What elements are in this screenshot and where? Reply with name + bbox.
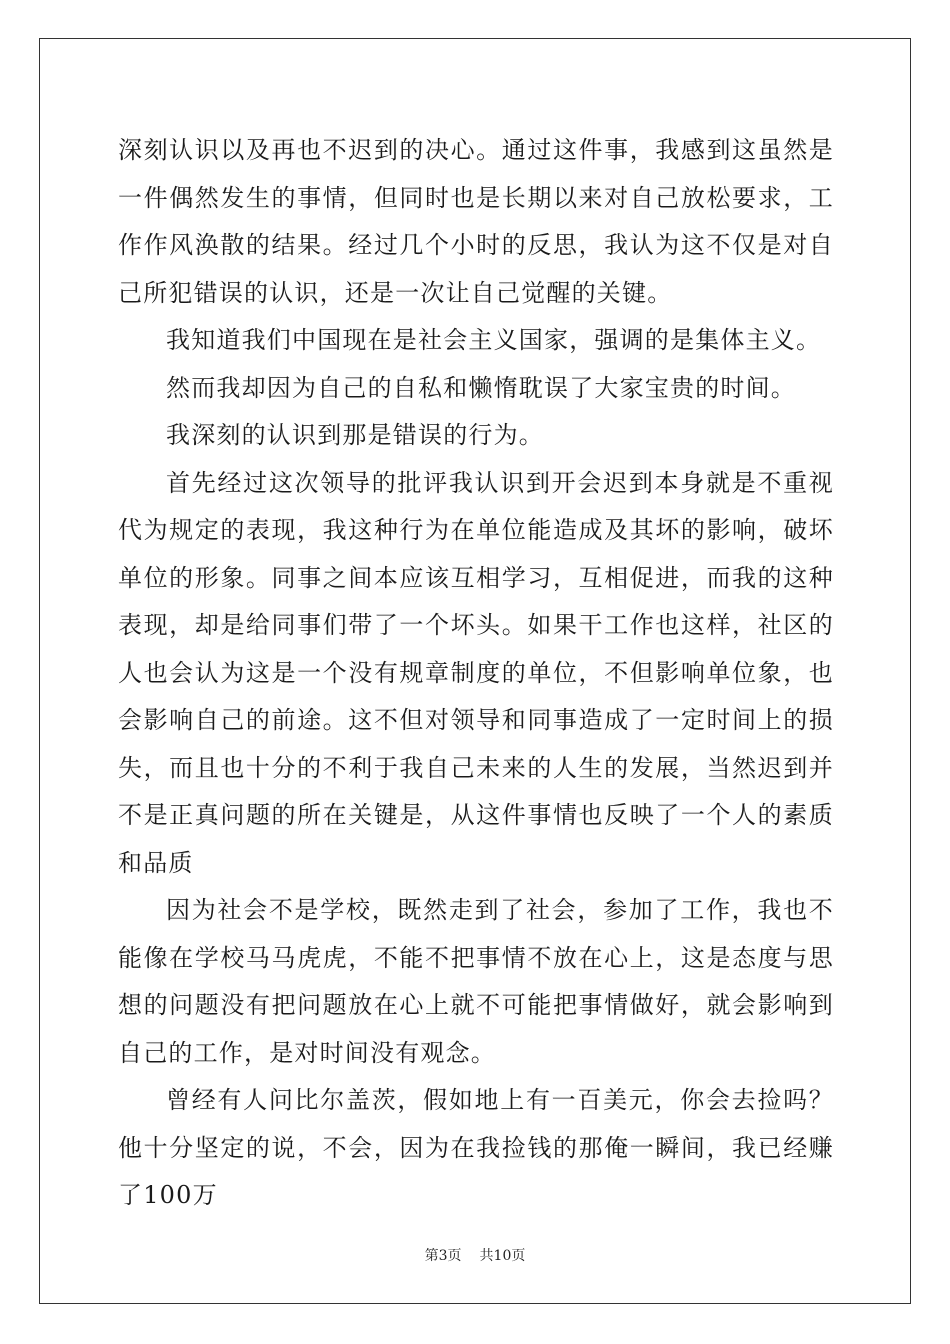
current-page-label: 第3页 [424, 1248, 462, 1264]
page-footer [0, 1245, 950, 1265]
paragraph-7: 曾经有人问比尔盖茨，假如地上有一百美元，你会去捡吗？他十分坚定的说，不会，因为在我捡钱的那俺一瞬间，我已经赚了100万 [118, 1086, 834, 1209]
document-body [118, 127, 834, 1220]
paragraph-4: 我深刻的认识到那是错误的行为。 [166, 421, 544, 449]
paragraph-2: 我知道我们中国现在是社会主义国家，强调的是集体主义。 [166, 326, 822, 354]
paragraph-5: 首先经过这次领导的批评我认识到开会迟到本身就是不重视代为规定的表现，我这种行为在单位能造成及其坏的影响，破坏单位的形象。同事之间本应该互相学习，互相促进，而我的这种表现，却是给同事们带了一个坏头。如果干工作也这样，社区的人也会认为这是一个没有规章制度的单位，不但影响单位象，也会影响自己的前途。这不但对领导和同事造成了一定时间上的损失，而且也十分的不利于我自己未来的人生的发展，当然迟到并不是正真问题的所在关键是，从这件事情也反映了一个人的素质和品质 [118, 468, 834, 877]
paragraph-6: 因为社会不是学校，既然走到了社会，参加了工作，我也不能像在学校马马虎虎，不能不把事情不放在心上，这是态度与思想的问题没有把问题放在心上就不可能把事情做好，就会影响到自己的工作，是对时间没有观念。 [118, 896, 834, 1067]
total-pages-label: 共10页 [479, 1248, 526, 1264]
paragraph-3: 然而我却因为自己的自私和懒惰耽误了大家宝贵的时间。 [166, 373, 796, 402]
paragraph-1: 深刻认识以及再也不迟到的决心。通过这件事，我感到这虽然是一件偶然发生的事情，但同时也是长期以来对自己放松要求，工作作风涣散的结果。经过几个小时的反思，我认为这不仅是对自己所犯错误的认识，还是一次让自己觉醒的关键。 [118, 136, 834, 307]
